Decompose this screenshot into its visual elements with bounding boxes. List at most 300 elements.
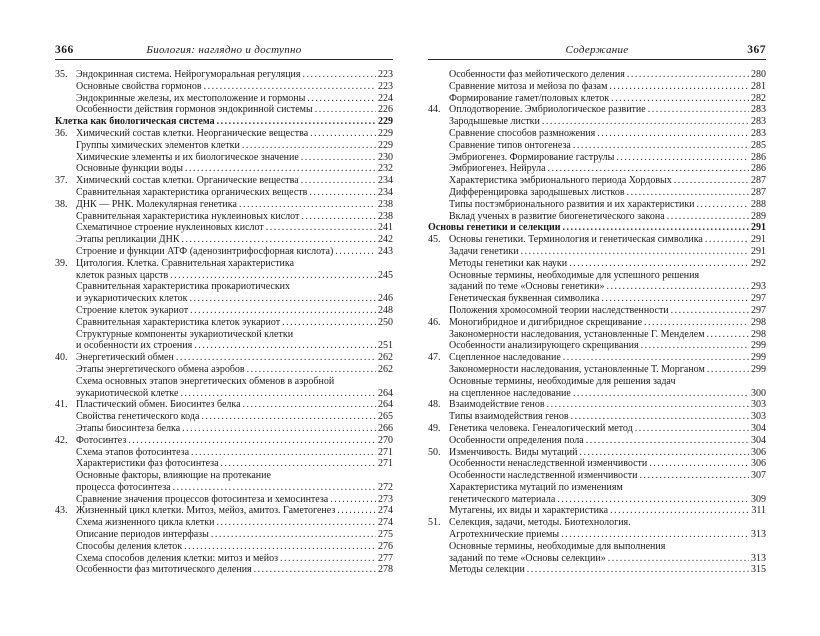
- toc-line: [449, 482, 766, 494]
- entry-text: Строение и функции АТФ (аденозинтрифосфорная кислота): [76, 245, 334, 257]
- entry-page-number: 298: [751, 328, 766, 340]
- toc-line: [449, 140, 766, 152]
- entry-text: Закономерности наследования, установленные Т. Морганом: [449, 363, 705, 375]
- dot-leader: [697, 199, 749, 211]
- entry-text: ДНК — РНК. Молекулярная генетика: [76, 198, 237, 210]
- entry-lines: [76, 541, 393, 553]
- entry-text: Клетка как биологическая система: [55, 116, 215, 128]
- toc-line: [449, 564, 766, 576]
- entry-lines: [449, 458, 766, 470]
- entry-lines: [449, 340, 766, 352]
- entry-lines: [76, 152, 393, 164]
- entry-lines: [449, 81, 766, 93]
- entry-lines: [76, 517, 393, 529]
- entry-page-number: 281: [751, 80, 766, 92]
- dot-leader: [579, 447, 749, 459]
- entry-number: 47.: [428, 352, 441, 364]
- entry-lines: [76, 505, 393, 517]
- entry-lines: [76, 329, 393, 353]
- entry-text: Этапы репликации ДНК: [76, 234, 180, 246]
- entry-text: Типы взаимодействия генов: [449, 411, 569, 423]
- toc-line: [449, 93, 766, 105]
- entry-number: 38.: [55, 198, 68, 210]
- entry-lines: [76, 399, 393, 411]
- toc-line: [449, 388, 766, 400]
- toc-entry: [428, 140, 766, 152]
- toc-line: [76, 411, 393, 423]
- entry-page-number: 304: [751, 434, 766, 446]
- toc-line: [76, 104, 393, 116]
- entry-lines: [76, 93, 393, 105]
- toc-line: [76, 246, 393, 258]
- left-page-number: 366: [55, 44, 74, 56]
- entry-text: Основные функции воды: [76, 163, 183, 175]
- entry-text: Оплодотворение. Эмбриологическое развитие: [449, 104, 646, 116]
- toc-line: [449, 411, 766, 423]
- entry-page-number: 299: [751, 340, 766, 352]
- entry-text: Схема этапов фотосинтеза: [76, 446, 190, 458]
- entry-page-number: 238: [378, 198, 393, 210]
- right-page-header: [428, 44, 766, 56]
- toc-entry: [55, 423, 393, 435]
- dot-leader: [563, 352, 749, 364]
- toc-line: [449, 187, 766, 199]
- entry-text: Цитология. Клетка. Сравнительная характеристика: [76, 257, 295, 269]
- entry-page-number: 262: [378, 352, 393, 364]
- entry-page-number: 283: [751, 104, 766, 116]
- entry-text: Схема жизненного цикла клетки: [76, 517, 215, 529]
- entry-text: Основные факторы, влияющие на протекание: [76, 470, 271, 482]
- entry-text: Особенности определения пола: [449, 434, 584, 446]
- entry-page-number: 246: [378, 293, 393, 305]
- dot-leader: [542, 116, 749, 128]
- entry-page-number: 309: [751, 493, 766, 505]
- entry-lines: [76, 352, 393, 364]
- toc-line: [449, 69, 766, 81]
- toc-line: [449, 553, 766, 565]
- entry-text: Закономерности наследования, установленные Г. Менделем: [449, 328, 705, 340]
- entry-lines: [449, 104, 766, 116]
- entry-lines: [449, 69, 766, 81]
- dot-leader: [639, 470, 749, 482]
- toc-entry: [55, 163, 393, 175]
- toc-entry: [428, 470, 766, 482]
- toc-entry: [55, 69, 393, 81]
- toc-entry: [428, 93, 766, 105]
- entry-text: Сравнение типов онтогенеза: [449, 139, 571, 151]
- entry-text: Сравнительная характеристика клеток эукариот: [76, 316, 281, 328]
- entry-text: Формирование гамет/половых клеток: [449, 92, 610, 104]
- dot-leader: [586, 435, 749, 447]
- entry-number: 35.: [55, 69, 68, 80]
- toc-line: [76, 293, 393, 305]
- entry-text: Моногибридное и дигибридное скрещивание: [449, 316, 643, 328]
- entry-text: Характеристика эмбрионального периода Хордовых: [449, 175, 672, 187]
- toc-line: [76, 187, 393, 199]
- dot-leader: [189, 293, 376, 305]
- entry-lines: [76, 470, 393, 494]
- entry-text: Сравнение митоза и мейоза по фазам: [449, 80, 608, 92]
- entry-lines: [76, 376, 393, 400]
- toc-line: [76, 470, 393, 482]
- toc-line: [76, 505, 393, 517]
- toc-entry: [428, 104, 766, 116]
- entry-page-number: 298: [751, 316, 766, 328]
- toc-entry: [55, 234, 393, 246]
- toc-line: [76, 423, 393, 435]
- entry-lines: [449, 411, 766, 423]
- toc-line: [449, 329, 766, 341]
- dot-leader: [705, 234, 749, 246]
- toc-line: [76, 305, 393, 317]
- toc-line: [76, 364, 393, 376]
- toc-entry: [428, 305, 766, 317]
- entry-page-number: 287: [751, 175, 766, 187]
- entry-text: Схема основных этапов энергетических обменов в аэробной: [76, 375, 335, 387]
- dot-leader: [221, 458, 376, 470]
- toc-line: [76, 163, 393, 175]
- toc-entry: [55, 93, 393, 105]
- entry-text: Эмбриогенез. Нейрула: [449, 163, 546, 175]
- dot-leader: [573, 388, 749, 400]
- entry-lines: [449, 564, 766, 576]
- dot-leader: [563, 222, 749, 234]
- entry-number: 51.: [428, 517, 441, 529]
- toc-line: [76, 258, 393, 270]
- entry-page-number: 286: [751, 151, 766, 163]
- toc-entry: [55, 529, 393, 541]
- entry-text: Сравнительная характеристика прокариотических: [76, 281, 291, 293]
- entry-text: Дифференцировка зародышевых листков: [449, 186, 625, 198]
- dot-leader: [216, 517, 376, 529]
- toc-line: [76, 435, 393, 447]
- dot-leader: [609, 81, 749, 93]
- toc-entry: [428, 352, 766, 364]
- toc-entry: [55, 187, 393, 199]
- entry-text: Способы деления клеток: [76, 540, 183, 552]
- entry-number: 40.: [55, 352, 68, 364]
- dot-leader: [608, 553, 749, 565]
- toc-line: [449, 317, 766, 329]
- entry-lines: [76, 104, 393, 116]
- dot-leader: [674, 175, 749, 187]
- dot-leader: [561, 529, 749, 541]
- entry-page-number: 265: [378, 411, 393, 423]
- dot-leader: [616, 152, 749, 164]
- toc-line: [76, 140, 393, 152]
- dot-leader: [627, 187, 749, 199]
- entry-text: заданий по теме «Основы селекции»: [449, 552, 606, 564]
- toc-entry: [428, 175, 766, 187]
- entry-lines: [449, 376, 766, 400]
- entry-page-number: 243: [378, 245, 393, 257]
- entry-text: Агротехнические приемы: [449, 529, 560, 541]
- toc-entry: [55, 364, 393, 376]
- toc-entry: [55, 175, 393, 187]
- toc-entry: [55, 458, 393, 470]
- dot-leader: [667, 211, 749, 223]
- entry-text: Этапы биосинтеза белка: [76, 422, 181, 434]
- toc-line: [449, 541, 766, 553]
- dot-leader: [217, 116, 376, 128]
- entry-text: Этапы энергетического обмена аэробов: [76, 363, 245, 375]
- entry-text: Методы генетики как науки: [449, 257, 568, 269]
- entry-text: Эндокринная система. Нейрогуморальная регуляция: [76, 69, 301, 80]
- toc-entry: [428, 399, 766, 411]
- toc-entry: [428, 81, 766, 93]
- entry-text: Изменчивость. Виды мутаций: [449, 446, 578, 458]
- toc-line: [449, 423, 766, 435]
- toc-entry: [55, 505, 393, 517]
- dot-leader: [307, 93, 376, 105]
- toc-line: [449, 376, 766, 388]
- entry-lines: [449, 447, 766, 459]
- entry-lines: [449, 187, 766, 199]
- entry-text: Особенности фаз мейотического деления: [449, 69, 625, 80]
- entry-lines: [449, 211, 766, 223]
- left-header-rule: [55, 59, 393, 60]
- toc-line: [449, 258, 766, 270]
- entry-page-number: 264: [378, 387, 393, 399]
- entry-text: и особенности их строения: [76, 340, 193, 352]
- entry-text: Химические элементы и их биологическое значение: [76, 151, 299, 163]
- toc-entry: [55, 494, 393, 506]
- toc-line: [449, 128, 766, 140]
- toc-line: [76, 376, 393, 388]
- toc-line: [449, 246, 766, 258]
- entry-page-number: 291: [751, 234, 766, 246]
- entry-text: Химический состав клетки. Органические вещества: [76, 175, 299, 187]
- entry-page-number: 307: [751, 470, 766, 482]
- entry-text: на сцепленное наследование: [449, 387, 571, 399]
- entry-text: Химический состав клетки. Неорганические вещества: [76, 127, 309, 139]
- toc-entry: [428, 234, 766, 246]
- entry-number: 37.: [55, 175, 68, 187]
- toc-entry: [428, 364, 766, 376]
- entry-text: Эндокринные железы, их местоположение и гормоны: [76, 92, 306, 104]
- entry-text: Генетика человека. Генеалогический метод: [449, 422, 633, 434]
- toc-line: [76, 340, 393, 352]
- toc-entry: [55, 435, 393, 447]
- toc-line: [76, 199, 393, 211]
- toc-line: [76, 329, 393, 341]
- entry-number: 43.: [55, 505, 68, 517]
- dot-leader: [569, 258, 749, 270]
- entry-text: Структурные компоненты эукариотической клетки: [76, 328, 294, 340]
- entry-text: Положения хромосомной теории наследственности: [449, 304, 669, 316]
- toc-entry: [428, 423, 766, 435]
- entry-lines: [76, 69, 393, 81]
- entry-text: Мутагены, их виды и характеристика: [449, 505, 609, 517]
- entry-number: 45.: [428, 234, 441, 246]
- toc-line: [449, 352, 766, 364]
- toc-line: [449, 152, 766, 164]
- dot-leader: [239, 199, 376, 211]
- dot-leader: [204, 81, 376, 93]
- toc-line: [449, 529, 766, 541]
- toc-line: [76, 529, 393, 541]
- entry-page-number: 226: [378, 104, 393, 116]
- entry-lines: [449, 199, 766, 211]
- entry-page-number: 274: [378, 505, 393, 517]
- entry-page-number: 306: [751, 458, 766, 470]
- dot-leader: [194, 340, 376, 352]
- toc-line: [449, 505, 766, 517]
- right-page-number: 367: [747, 44, 766, 56]
- entry-lines: [449, 317, 766, 329]
- entry-number: 36.: [55, 127, 68, 139]
- entry-page-number: 303: [751, 399, 766, 411]
- entry-text: генетического материала: [449, 493, 556, 505]
- dot-leader: [707, 364, 749, 376]
- dot-leader: [243, 399, 376, 411]
- dot-leader: [548, 163, 749, 175]
- entry-page-number: 271: [378, 446, 393, 458]
- toc-line: [449, 364, 766, 376]
- entry-page-number: 250: [378, 316, 393, 328]
- dot-leader: [211, 529, 376, 541]
- entry-page-number: 300: [751, 387, 766, 399]
- entry-lines: [449, 234, 766, 246]
- entry-page-number: 272: [378, 481, 393, 493]
- toc-entry: [428, 505, 766, 517]
- entry-lines: [76, 258, 393, 282]
- entry-number: 46.: [428, 316, 441, 328]
- dot-leader: [557, 494, 749, 506]
- toc-line: [76, 399, 393, 411]
- dot-leader: [301, 175, 376, 187]
- toc-line: [449, 458, 766, 470]
- entry-page-number: 262: [378, 363, 393, 375]
- dot-leader: [254, 564, 376, 576]
- entry-page-number: 306: [751, 446, 766, 458]
- toc-entry: [55, 152, 393, 164]
- entry-text: Фотосинтез: [76, 434, 127, 446]
- entry-text: Основные термины, необходимые для успешного решения: [449, 269, 700, 281]
- entry-page-number: 229: [378, 139, 393, 151]
- toc-entry: [428, 517, 766, 541]
- dot-leader: [671, 305, 749, 317]
- entry-page-number: 242: [378, 234, 393, 246]
- entry-page-number: 286: [751, 163, 766, 175]
- toc-entry: [55, 128, 393, 140]
- toc-entry: [55, 104, 393, 116]
- toc-line: [449, 293, 766, 305]
- dot-leader: [641, 340, 749, 352]
- entry-text: клеток разных царств: [76, 269, 169, 281]
- toc-line: [449, 281, 766, 293]
- toc-line: [76, 447, 393, 459]
- toc-entry: [428, 376, 766, 400]
- toc-line: [76, 517, 393, 529]
- entry-page-number: 251: [378, 340, 393, 352]
- entry-lines: [76, 175, 393, 187]
- toc-line: [449, 340, 766, 352]
- entry-page-number: 280: [751, 69, 766, 80]
- entry-text: Особенности наследственной изменчивости: [449, 470, 638, 482]
- dot-leader: [303, 69, 377, 81]
- toc-line: [76, 564, 393, 576]
- entry-page-number: 232: [378, 163, 393, 175]
- dot-leader: [184, 541, 376, 553]
- entry-lines: [76, 281, 393, 305]
- left-running-title: Биология: наглядно и доступно: [146, 44, 302, 56]
- entry-text: эукариотической клетке: [76, 387, 179, 399]
- dot-leader: [242, 140, 376, 152]
- entry-lines: [449, 152, 766, 164]
- entry-lines: [55, 116, 393, 128]
- dot-leader: [310, 128, 376, 140]
- toc-line: [76, 541, 393, 553]
- toc-line: [76, 553, 393, 565]
- toc-entry: [428, 564, 766, 576]
- entry-page-number: 264: [378, 399, 393, 411]
- entry-page-number: 283: [751, 127, 766, 139]
- toc-line: [449, 104, 766, 116]
- entry-lines: [76, 364, 393, 376]
- toc-entry: [428, 541, 766, 565]
- toc-entry: [55, 317, 393, 329]
- entry-page-number: 288: [751, 198, 766, 210]
- entry-lines: [76, 553, 393, 565]
- entry-lines: [76, 447, 393, 459]
- entry-text: Свойства генетического кода: [76, 411, 200, 423]
- dot-leader: [173, 482, 376, 494]
- entry-text: и эукариотических клеток: [76, 293, 188, 305]
- entry-page-number: 313: [751, 529, 766, 541]
- left-page: [55, 44, 393, 576]
- entry-text: Сравнительная характеристика нуклеиновых кислот: [76, 210, 300, 222]
- toc-entry: [428, 163, 766, 175]
- dot-leader: [627, 69, 749, 81]
- dot-leader: [610, 505, 749, 517]
- toc-line: [76, 458, 393, 470]
- entry-lines: [76, 411, 393, 423]
- entry-page-number: 297: [751, 293, 766, 305]
- toc-entry: [428, 317, 766, 329]
- entry-lines: [449, 364, 766, 376]
- entry-page-number: 271: [378, 458, 393, 470]
- entry-page-number: 311: [751, 505, 766, 517]
- entry-text: Генетическая буквенная символика: [449, 293, 600, 305]
- entry-page-number: 278: [378, 564, 393, 576]
- left-page-header: [55, 44, 393, 56]
- entry-text: Основные свойства гормонов: [76, 80, 202, 92]
- entry-page-number: 224: [378, 92, 393, 104]
- toc-entry: [428, 246, 766, 258]
- entry-page-number: 297: [751, 304, 766, 316]
- dot-leader: [611, 93, 749, 105]
- toc-entry: [428, 458, 766, 470]
- dot-leader: [176, 352, 376, 364]
- dot-leader: [601, 293, 749, 305]
- toc-entry: [55, 140, 393, 152]
- toc-entry: [428, 270, 766, 294]
- entry-lines: [76, 163, 393, 175]
- entry-lines: [449, 435, 766, 447]
- entry-text: Особенности действия гормонов эндокринной системы: [76, 104, 313, 116]
- entry-text: Особенности ненаследственной изменчивости: [449, 458, 648, 470]
- entry-page-number: 230: [378, 151, 393, 163]
- entry-lines: [449, 293, 766, 305]
- entry-number: 41.: [55, 399, 68, 411]
- entry-text: Основные термины, необходимые для выполнения: [449, 540, 666, 552]
- entry-text: Энергетический обмен: [76, 352, 174, 364]
- entry-text: Эмбриогенез. Формирование гаструлы: [449, 151, 615, 163]
- toc-entry: [55, 399, 393, 411]
- toc-line: [449, 494, 766, 506]
- right-running-title: Содержание: [565, 44, 629, 56]
